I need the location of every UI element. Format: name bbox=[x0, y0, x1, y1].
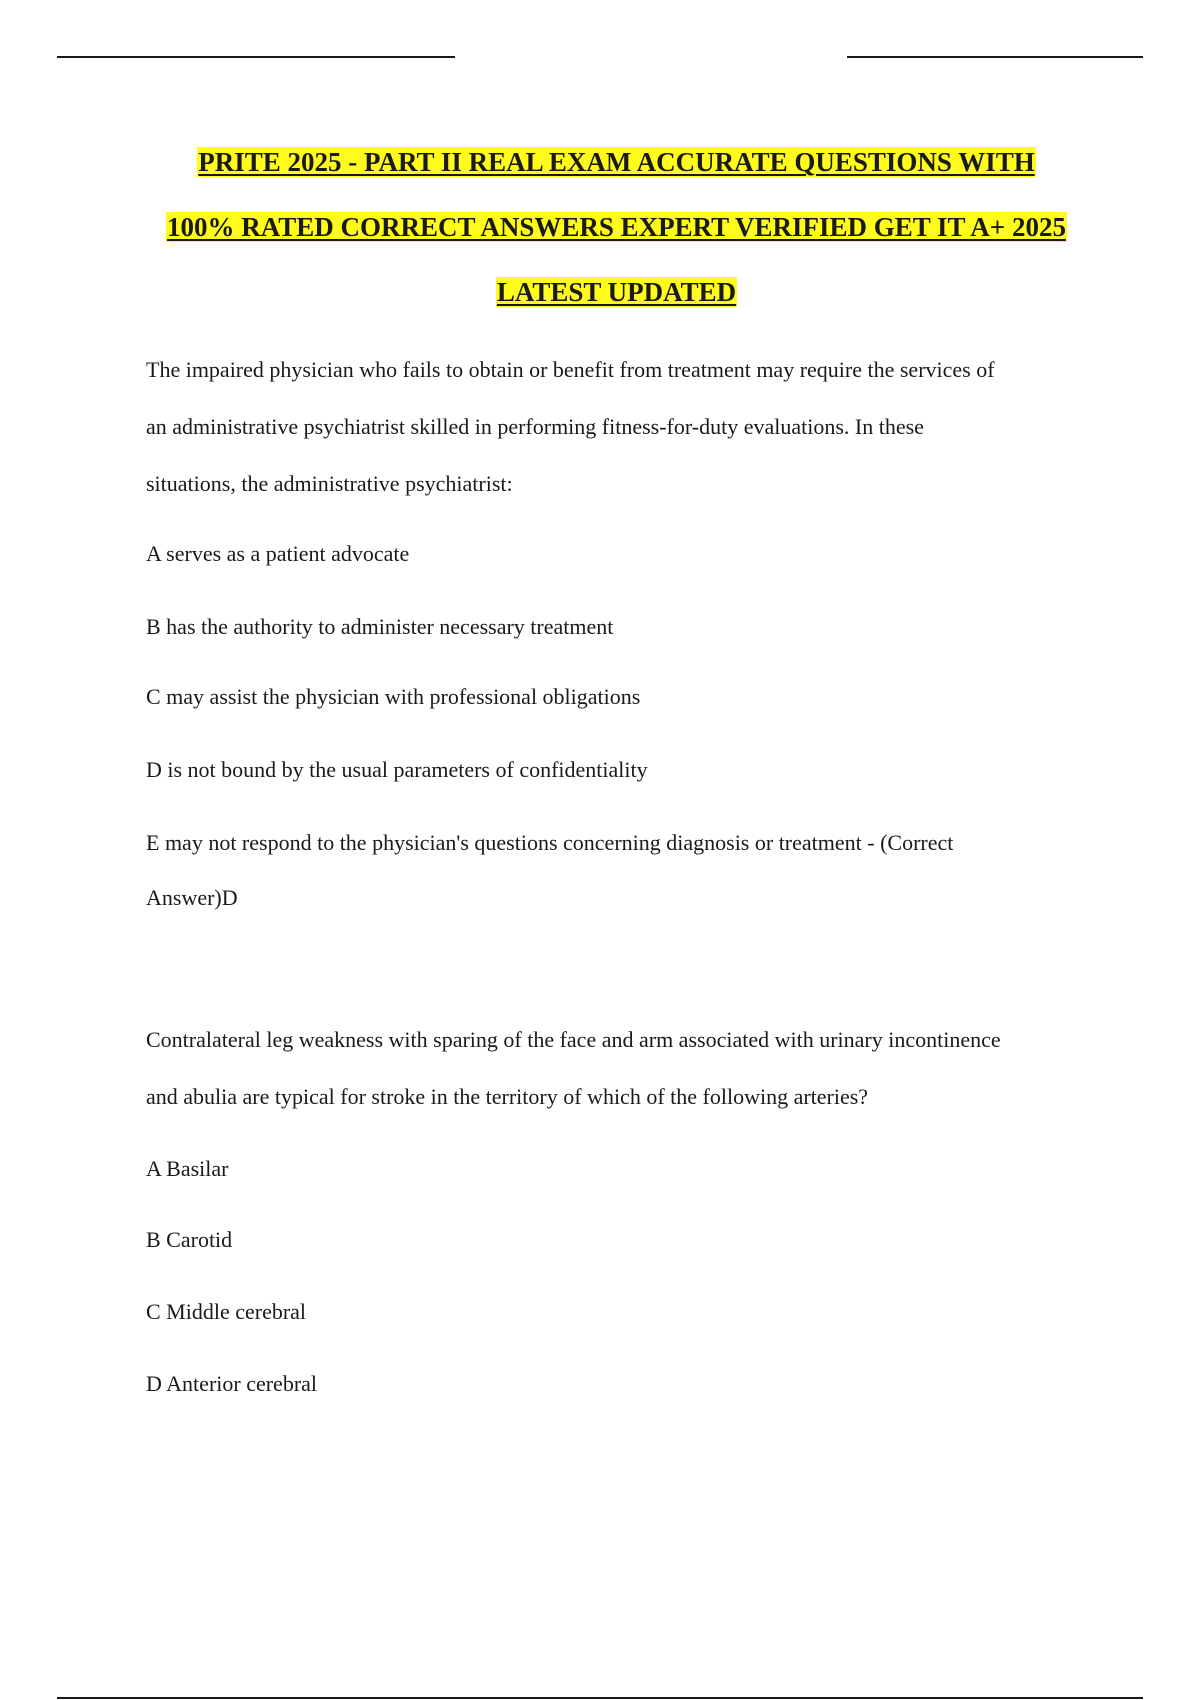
document-title-line-2: 100% RATED CORRECT ANSWERS EXPERT VERIFIED GET IT A+ 2025 bbox=[167, 212, 1066, 242]
question-1-stem-line-3: situations, the administrative psychiatrist: bbox=[146, 471, 513, 496]
question-2-option-d: D Anterior cerebral bbox=[146, 1371, 318, 1396]
question-2-option-b: B Carotid bbox=[146, 1227, 233, 1252]
question-1-stem-line-2: an administrative psychiatrist skilled in performing fitness-for-duty evaluations. In these bbox=[146, 414, 924, 439]
question-1-answer: Answer)D bbox=[146, 885, 238, 910]
question-2-option-a: A Basilar bbox=[146, 1156, 229, 1181]
question-1-option-c: C may assist the physician with professional obligations bbox=[146, 684, 641, 709]
header-rule-left bbox=[57, 56, 455, 58]
question-2-option-c: C Middle cerebral bbox=[146, 1299, 307, 1324]
question-1-option-e: E may not respond to the physician's questions concerning diagnosis or treatment - (Correct bbox=[146, 830, 954, 855]
question-1-option-a: A serves as a patient advocate bbox=[146, 541, 410, 566]
question-1-stem-line-1: The impaired physician who fails to obtain or benefit from treatment may require the services of bbox=[146, 357, 995, 382]
question-1-option-d: D is not bound by the usual parameters of confidentiality bbox=[146, 757, 648, 782]
document-title-line-1: PRITE 2025 - PART II REAL EXAM ACCURATE QUESTIONS WITH bbox=[198, 147, 1035, 177]
question-2-stem-line-2: and abulia are typical for stroke in the territory of which of the following arteries? bbox=[146, 1084, 869, 1109]
question-2-stem-line-1: Contralateral leg weakness with sparing of the face and arm associated with urinary incontinence bbox=[146, 1027, 1001, 1052]
document-title-line-3: LATEST UPDATED bbox=[496, 277, 737, 307]
question-1-option-b: B has the authority to administer necessary treatment bbox=[146, 614, 614, 639]
header-rule-right bbox=[847, 56, 1143, 58]
footer-rule bbox=[57, 1697, 1143, 1699]
